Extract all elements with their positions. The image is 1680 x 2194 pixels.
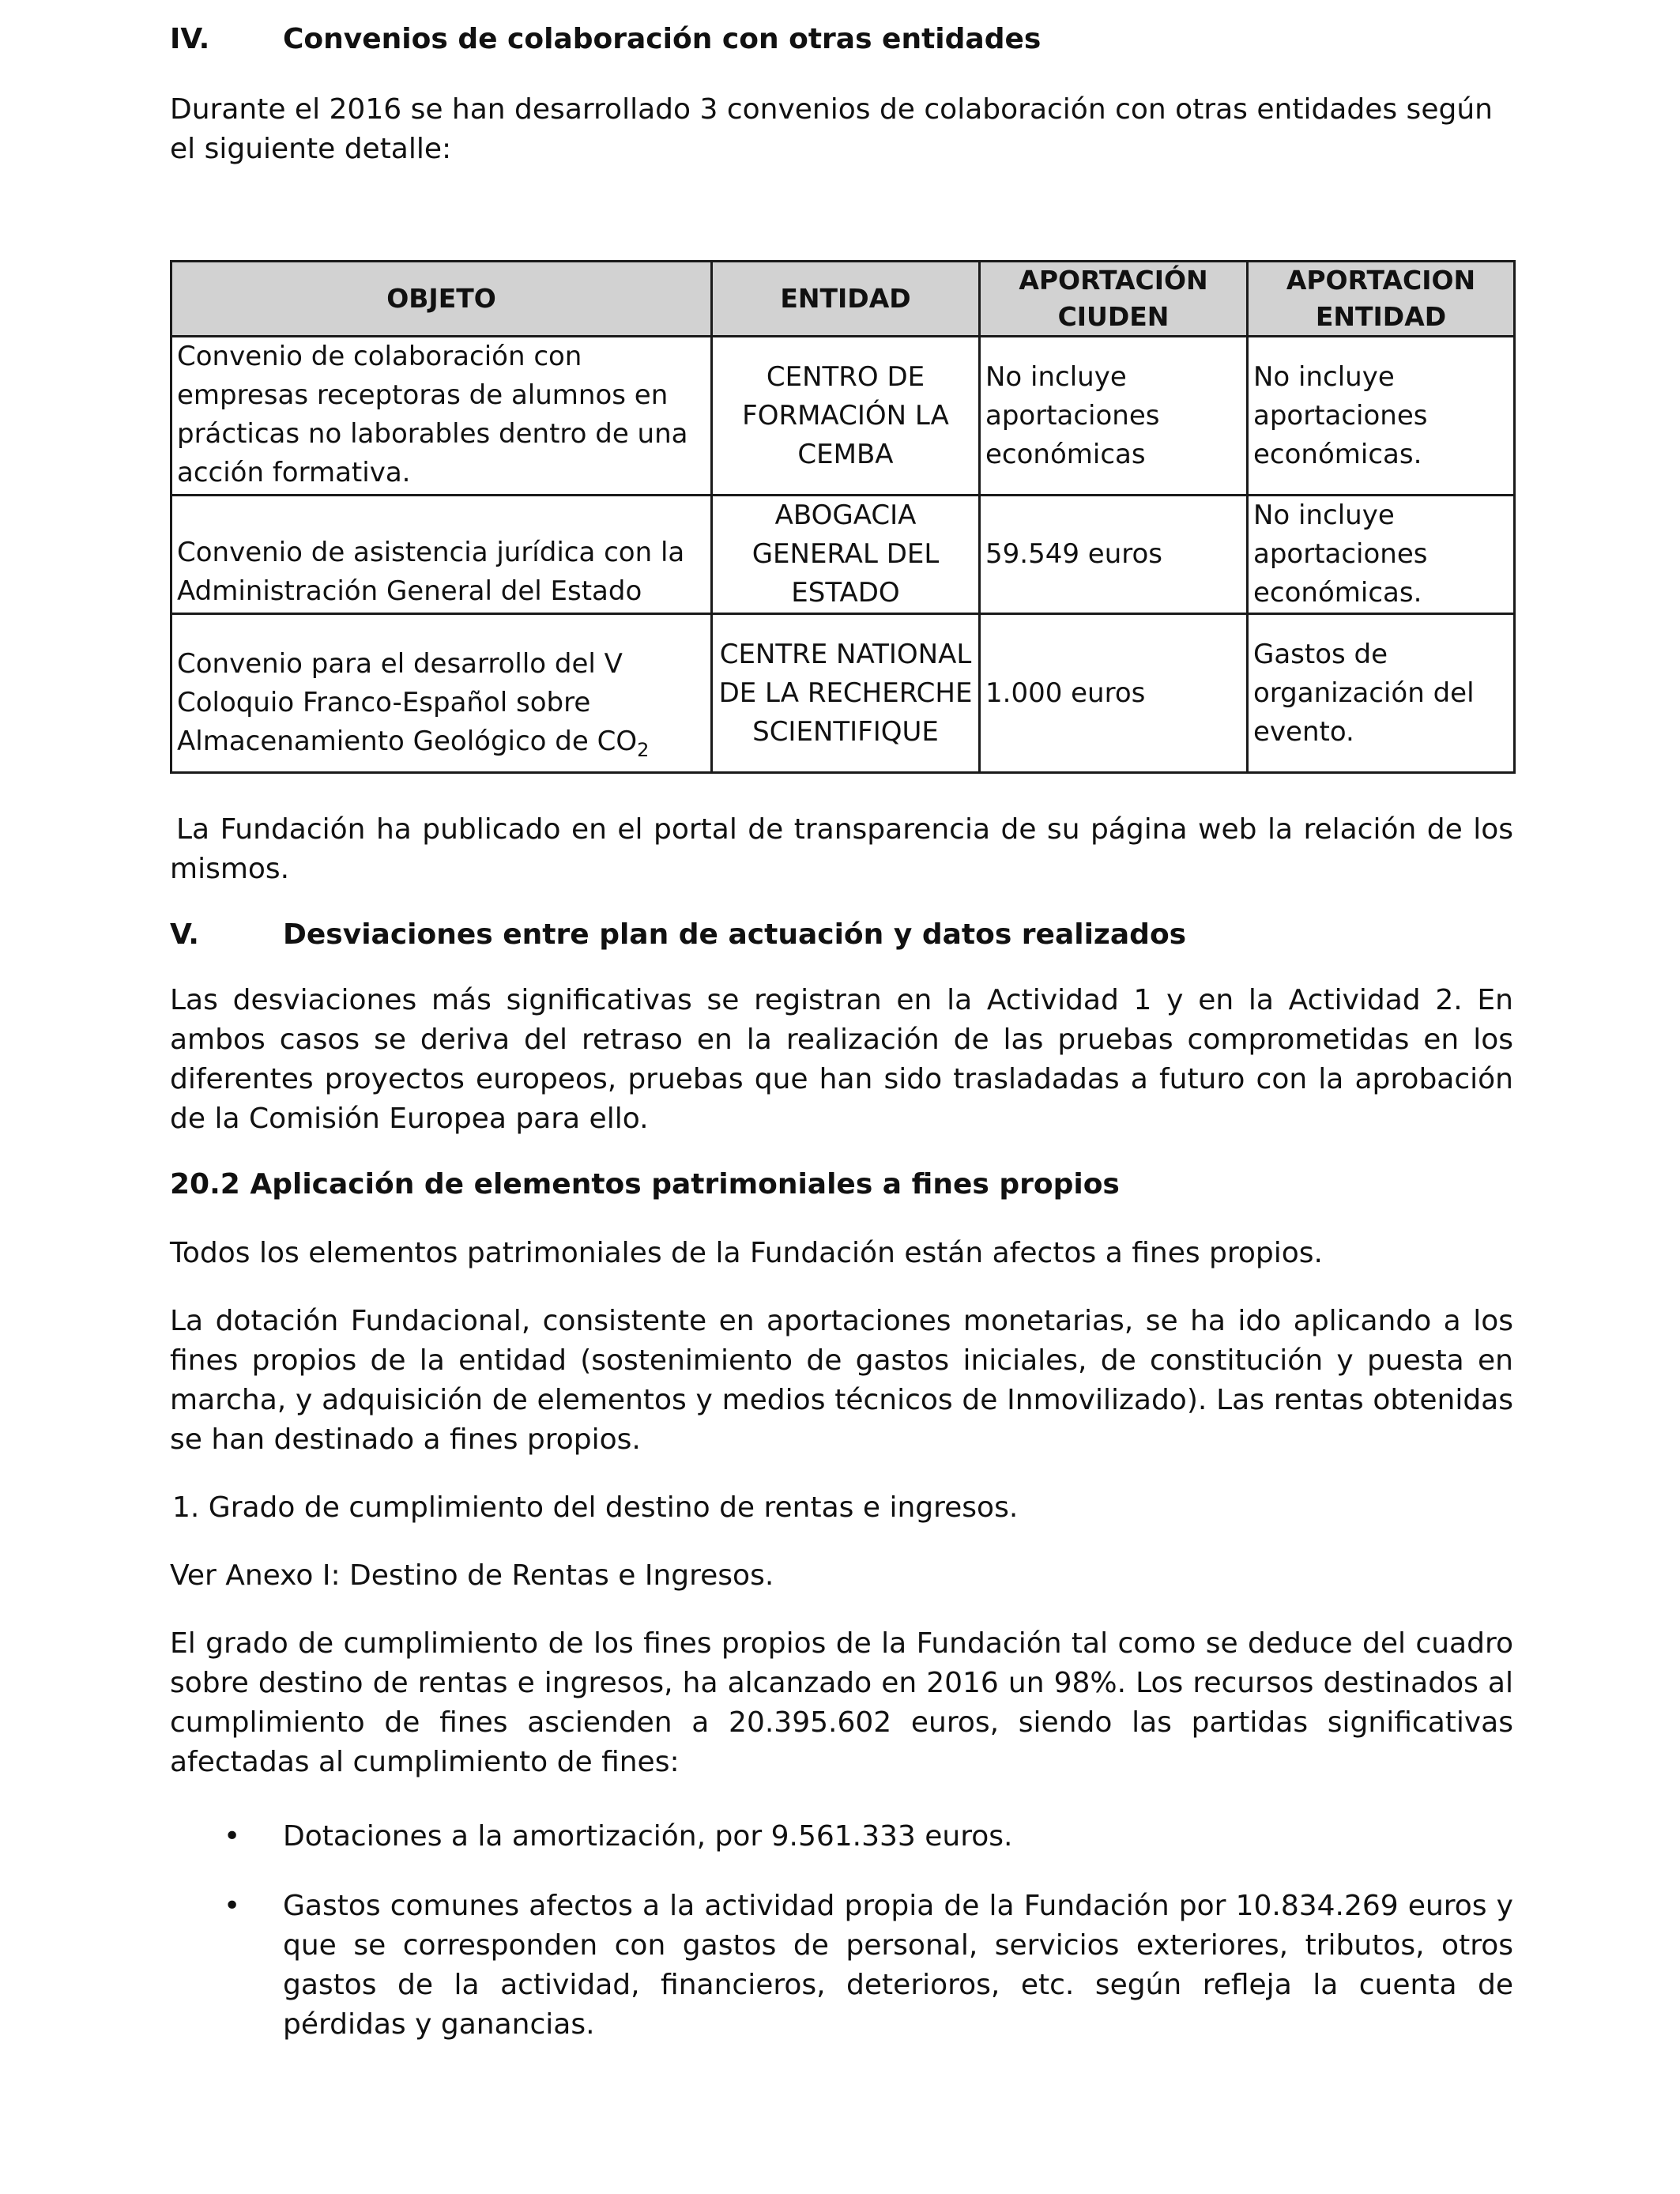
list-item bbox=[170, 1887, 1513, 2045]
cell-objeto: Convenio de colaboración con empresas receptoras de alumnos en prácticas no laborables dentro de una acción formativa. bbox=[171, 337, 712, 496]
section-20-2-heading: 20.2 Aplicación de elementos patrimoniales a fines propios bbox=[170, 1168, 1120, 1201]
section-v-number: V. bbox=[170, 918, 199, 951]
cell-objeto-text: Convenio para el desarrollo del V Coloquio Franco-Español sobre Almacenamiento Geológico de CO bbox=[177, 648, 638, 758]
table-header-row bbox=[171, 262, 1515, 337]
cell-objeto: Convenio de asistencia jurídica con la Administración General del Estado bbox=[171, 496, 712, 614]
bullet-icon: • bbox=[224, 1890, 241, 1922]
header-objeto: OBJETO bbox=[171, 262, 712, 337]
section-20-2-p3: 1. Grado de cumplimiento del destino de rentas e ingresos. bbox=[172, 1491, 1019, 1524]
section-iv-heading bbox=[170, 19, 1513, 60]
section-20-2-p4: Ver Anexo I: Destino de Rentas e Ingresos. bbox=[170, 1559, 774, 1592]
bullet-icon: • bbox=[224, 1820, 241, 1853]
cell-aportacion-entidad: No incluye aportaciones económicas. bbox=[1248, 496, 1515, 614]
cell-aportacion-entidad: No incluye aportaciones económicas. bbox=[1248, 337, 1515, 496]
table-row bbox=[171, 614, 1515, 773]
cell-aportacion-ciuden: 1.000 euros bbox=[980, 614, 1248, 773]
section-iv-number: IV. bbox=[170, 23, 210, 55]
section-v-title: Desviaciones entre plan de actuación y datos realizados bbox=[283, 918, 1187, 951]
list-item bbox=[170, 1817, 1513, 1857]
table-row bbox=[171, 337, 1515, 496]
cell-entidad: CENTRE NATIONAL DE LA RECHERCHE SCIENTIFIQUE bbox=[712, 614, 980, 773]
section-iv-intro: Durante el 2016 se han desarrollado 3 convenios de colaboración con otras entidades según el siguiente detalle: bbox=[170, 93, 1493, 165]
convenios-table bbox=[170, 260, 1516, 774]
header-entidad: ENTIDAD bbox=[712, 262, 980, 337]
section-v-body: Las desviaciones más significativas se registran en la Actividad 1 y en la Actividad 2. En ambos casos se deriva del retraso en la realización de las pruebas comprometidas en los diferentes proyectos europeos, pruebas que han sido trasladadas a futuro con la aprobación de la Comisión Europea para ello. bbox=[170, 984, 1513, 1135]
cell-aportacion-entidad: Gastos de organización del evento. bbox=[1248, 614, 1515, 773]
bullet-text: Gastos comunes afectos a la actividad propia de la Fundación por 10.834.269 euros y que se corresponden con gastos de personal, servicios exteriores, tributos, otros gastos de la actividad, financieros, deterioros, etc. según refleja la cuenta de pérdidas y ganancias. bbox=[283, 1890, 1513, 2041]
section-iv-title: Convenios de colaboración con otras entidades bbox=[283, 23, 1042, 55]
section-20-2-p1: Todos los elementos patrimoniales de la Fundación están afectos a fines propios. bbox=[170, 1237, 1324, 1269]
cell-aportacion-ciuden: 59.549 euros bbox=[980, 496, 1248, 614]
cell-entidad: CENTRO DE FORMACIÓN LA CEMBA bbox=[712, 337, 980, 496]
section-20-2-p2: La dotación Fundacional, consistente en aportaciones monetarias, se ha ido aplicando a los fines propios de la entidad (sostenimiento de gastos iniciales, de constitución y puesta en marcha, y adquisición de elementos y medios técnicos de Inmovilizado). Las rentas obtenidas se han destinado a fines propios. bbox=[170, 1305, 1513, 1456]
co2-subscript: 2 bbox=[637, 739, 650, 761]
cell-aportacion-ciuden: No incluye aportaciones económicas bbox=[980, 337, 1248, 496]
after-table-paragraph bbox=[170, 810, 1513, 889]
table-row bbox=[171, 496, 1515, 614]
section-v-heading bbox=[170, 914, 1513, 956]
section-20-2-p5: El grado de cumplimiento de los fines propios de la Fundación tal como se deduce del cuadro sobre destino de rentas e ingresos, ha alcanzado en 2016 un 98%. Los recursos destinados al cumplimiento de fines ascienden a 20.395.602 euros, siendo las partidas significativas afectadas al cumplimiento de fines: bbox=[170, 1627, 1513, 1778]
header-aportacion-entidad: APORTACION ENTIDAD bbox=[1248, 262, 1515, 337]
after-table-text: La Fundación ha publicado en el portal de transparencia de su página web la relación de los mismos. bbox=[170, 813, 1513, 885]
fines-bullet-list bbox=[170, 1817, 1513, 2045]
cell-objeto bbox=[171, 614, 712, 773]
document-page bbox=[170, 19, 1513, 2045]
header-aportacion-ciuden: APORTACIÓN CIUDEN bbox=[980, 262, 1248, 337]
bullet-text: Dotaciones a la amortización, por 9.561.333 euros. bbox=[283, 1820, 1013, 1853]
cell-entidad: ABOGACIA GENERAL DEL ESTADO bbox=[712, 496, 980, 614]
